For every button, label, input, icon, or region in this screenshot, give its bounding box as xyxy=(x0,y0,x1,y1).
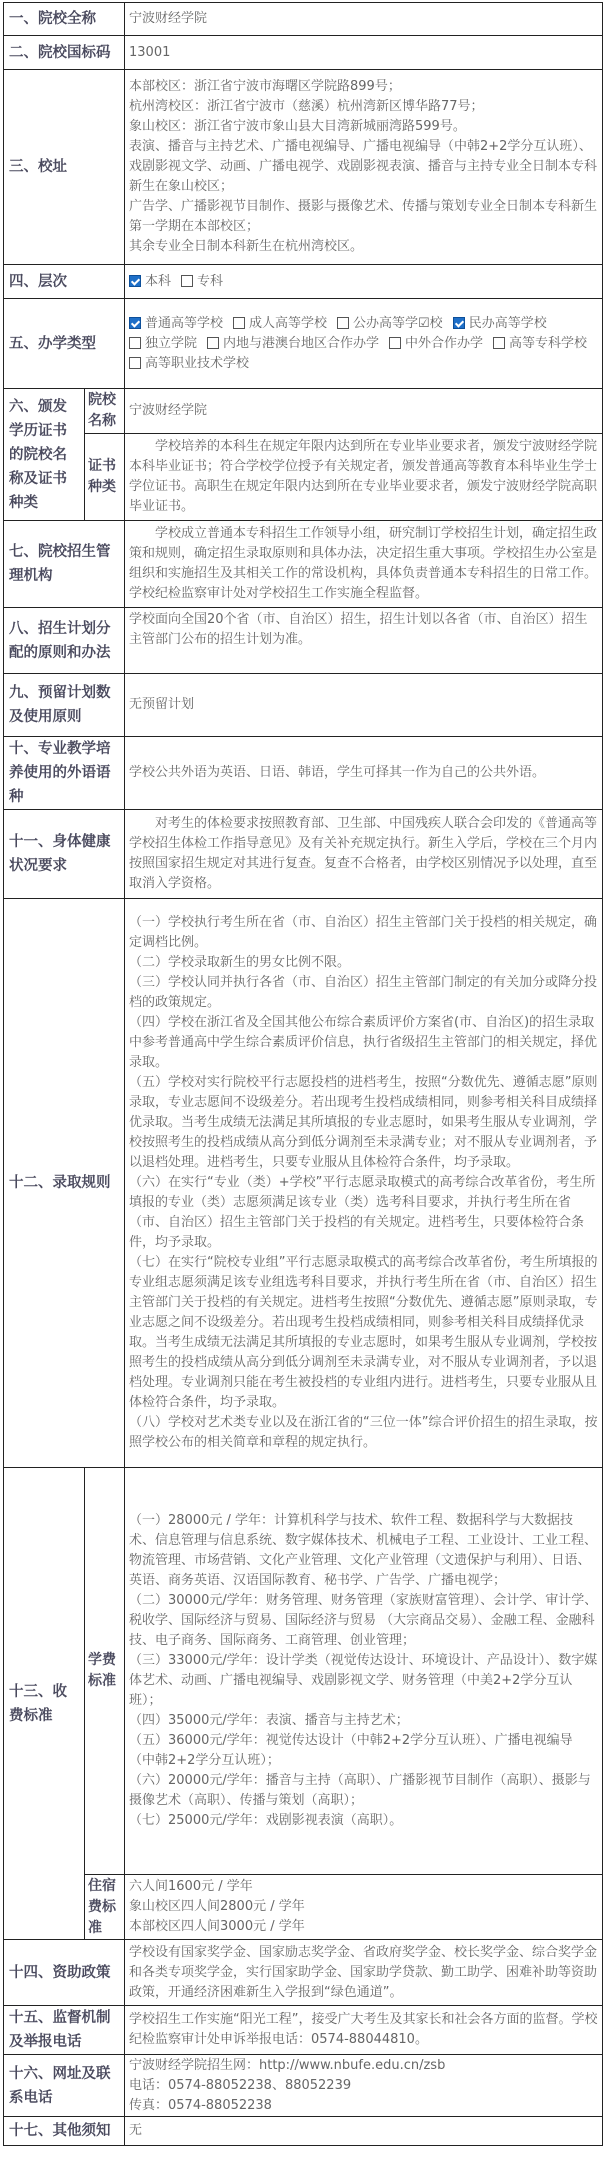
content-line: （一）28000元 / 学年：计算机科学与技术、软件工程、数据科学与大数据技术、信息管理与信息系统、数字媒体技术、机械电子工程、工业设计、工业工程、物流管理、市场营销、文化产业管理、文化产业管理（文遗保护与利用）、日语、英语、商务英语、汉语国际教育、秘书学、广告学、广播电视学； xyxy=(129,1513,598,1588)
row-content xyxy=(125,2055,603,2117)
content-line: 电话：0574-88052238、88052239 xyxy=(129,2077,352,2093)
row-label: 二、院校国标码 xyxy=(4,36,125,70)
table-row xyxy=(4,2117,603,2146)
row-label: 十一、身体健康状况要求 xyxy=(4,810,125,899)
row-content xyxy=(125,1940,603,2006)
content-line: （二）30000元/学年：财务管理、财务管理（家族财富管理）、会计学、审计学、税收学、国际经济与贸易、国际经济与贸易 （大宗商品交易）、金融工程、金融科技、电子商务、国际商务、工商管理、创业管理； xyxy=(129,1593,598,1648)
table-row xyxy=(4,674,603,737)
content-line: 无 xyxy=(129,2123,143,2138)
row-label: 七、院校招生管理机构 xyxy=(4,521,125,608)
option-label: 民办高等学校 xyxy=(468,315,547,331)
row-content xyxy=(125,810,603,899)
content-line: 表演、播音与主持艺术、广播电视编导、广播电视编导（中韩2+2学分互认班）、戏剧影视文学、动画、广播电视学、戏剧影视表演、播音与主持专业全日制本专科新生在象山校区； xyxy=(129,139,598,194)
row-content xyxy=(125,434,603,521)
table-row xyxy=(4,265,603,299)
row-content xyxy=(125,3,603,36)
row-label: 八、招生计划分配的原则和办法 xyxy=(4,608,125,674)
sub-label: 住宿费标准 xyxy=(85,1875,125,1940)
content-line: 对考生的体检要求按照教育部、卫生部、中国残疾人联合会印发的《普通高等学校招生体检工作指导意见》及有关补充规定执行。新生入学后，学校在三个月内按照国家招生规定对其进行复查。复查不合格者，由学校区别情况予以处理，直至取消入学资格。 xyxy=(129,816,598,891)
table-row xyxy=(4,434,603,521)
table-row xyxy=(4,389,603,434)
content-line: 13001 xyxy=(129,44,171,60)
content-line: 其余专业全日制本科新生在杭州湾校区。 xyxy=(129,239,364,254)
table-row xyxy=(4,36,603,70)
content-line: （三）学校认同并执行各省（市、自治区）招生主管部门制定的有关加分或降分投档的政策规定。 xyxy=(129,975,598,1010)
option-label: 普通高等学校 xyxy=(145,315,224,331)
content-line: 象山校区：浙江省宁波市象山县大目湾新城丽湾路599号。 xyxy=(129,119,466,134)
option-label: 内地与港澳台地区合作办学 xyxy=(223,335,380,351)
admissions-info-table xyxy=(3,2,603,2146)
option-unchecked[interactable] xyxy=(337,314,443,334)
content-line: （七）在实行“院校专业组”平行志愿录取模式的高考综合改革省份，考生所填报的专业组志愿须满足该专业组选考科目要求，并执行考生所在省（市、自治区）招生主管部门关于投档的有关规定。进档考生按照“分数优先、遵循志愿”原则录取，专业志愿之间不设级差分。若出现考生投档成绩相同，则参考相关科目成绩择优录取。当考生成绩无法满足其所填报的专业志愿时，如果考生服从专业调剂，学校按照考生的投档成绩从高分到低分调剂至未录满专业，对不服从专业调剂者，予以退档处理。专业调剂只能在考生被投档的专业组内进行。进档考生，只要专业服从且体检符合条件，均予录取。 xyxy=(129,1255,598,1410)
option-unchecked[interactable] xyxy=(129,354,249,374)
content-line: （六）20000元/学年：播音与主持（高职）、广播影视节目制作（高职）、摄影与摄像艺术（高职）、传播与策划（高职）； xyxy=(129,1773,591,1808)
checkbox-icon[interactable] xyxy=(129,317,141,329)
content-line: 学校公共外语为英语、日语、韩语，学生可择其一作为自己的公共外语。 xyxy=(129,765,546,780)
table-row xyxy=(4,70,603,265)
row-content xyxy=(125,521,603,608)
content-line: 杭州湾校区：浙江省宁波市（慈溪）杭州湾新区博华路77号； xyxy=(129,99,484,114)
row-content xyxy=(125,674,603,737)
content-line: （八）学校对艺术类专业以及在浙江省的“三位一体”综合评价招生的招生录取，按照学校公布的相关简章和章程的规定执行。 xyxy=(129,1415,598,1450)
content-line: 学校招生工作实施“阳光工程”，接受广大考生及其家长和社会各方面的监督。学校纪检监察审计处申诉举报电话：0574-88044810。 xyxy=(129,2012,598,2047)
row-label: 四、层次 xyxy=(4,265,125,299)
content-line: 学校成立普通本专科招生工作领导小组，研究制订学校招生计划，确定招生政策和规则，确定招生录取原则和具体办法，决定招生重大事项。学校招生办公室是组织和实施招生及其相关工作的常设机构，具体负责普通本专科招生的日常工作。学校纪检监察审计处对学校招生工作实施全程监督。 xyxy=(129,526,598,601)
option-label: 高等职业技术学校 xyxy=(145,355,250,371)
option-label: 独立学院 xyxy=(145,335,198,351)
checkbox-icon[interactable] xyxy=(129,275,141,287)
checkbox-icon[interactable] xyxy=(233,317,245,329)
option-label: 本科 xyxy=(145,273,172,289)
table-row xyxy=(4,1940,603,2006)
content-line: 本部校区：浙江省宁波市海曙区学院路899号； xyxy=(129,79,401,94)
content-line: （六）在实行“专业（类）+学校”平行志愿录取模式的高考综合改革省份，考生所填报的专业（类）志愿须满足该专业（类）选考科目要求，并执行考生所在省（市、自治区）招生主管部门关于投档的有关规定。进档考生，只要体检符合条件，均予录取。 xyxy=(129,1175,596,1250)
option-unchecked[interactable] xyxy=(233,314,327,334)
row-content xyxy=(125,737,603,810)
table-row xyxy=(4,810,603,899)
row-label: 十五、监督机制及举报电话 xyxy=(4,2006,125,2055)
table-row xyxy=(4,521,603,608)
row-label: 三、校址 xyxy=(4,70,125,265)
table-row xyxy=(4,1468,603,1875)
table-row xyxy=(4,2006,603,2055)
option-label: 专科 xyxy=(197,273,224,289)
checkbox-icon[interactable] xyxy=(389,337,401,349)
row-label: 五、办学类型 xyxy=(4,299,125,389)
table-row xyxy=(4,2055,603,2117)
row-content xyxy=(125,299,603,389)
option-checked[interactable] xyxy=(453,314,547,334)
content-line: （五）36000元/学年：视觉传达设计（中韩2+2学分互认班）、广播电视编导（中韩2+2学分互认班）； xyxy=(129,1733,573,1768)
option-unchecked[interactable] xyxy=(181,272,223,292)
table-row xyxy=(4,299,603,389)
option-unchecked[interactable] xyxy=(493,334,587,354)
table-row xyxy=(4,899,603,1468)
option-unchecked[interactable] xyxy=(389,334,483,354)
content-line: 广告学、广播影视节目制作、摄影与摄像艺术、传播与策划专业全日制本专科新生第一学期在本部校区； xyxy=(129,199,598,234)
content-line: 学校面向全国20个省（市、自治区）招生，招生计划以各省（市、自治区）招生主管部门公布的招生计划为准。 xyxy=(129,612,588,647)
row-label: 十七、其他须知 xyxy=(4,2117,125,2146)
sub-label: 院校名称 xyxy=(85,389,125,434)
table-row xyxy=(4,1875,603,1940)
content-line: （四）35000元/学年：表演、播音与主持艺术； xyxy=(129,1713,409,1728)
content-line: 传真：0574-88052238 xyxy=(129,2097,272,2113)
row-content xyxy=(125,1468,603,1875)
content-line: （四）学校在浙江省及全国其他公布综合素质评价方案省(市、自治区)的招生录取中参考普通高中学生综合素质评价信息，执行省级招生主管部门的相关规定，择优录取。 xyxy=(129,1015,598,1070)
row-content xyxy=(125,1875,603,1940)
content-line: 六人间1600元 / 学年 xyxy=(129,1879,253,1894)
content-line: 宁波财经学院招生网：http://www.nbufe.edu.cn/zsb xyxy=(129,2057,446,2073)
option-label: 成人高等学校 xyxy=(249,315,328,331)
content-line: （一）学校执行考生所在省（市、自治区）招生主管部门关于投档的相关规定，确定调档比例。 xyxy=(129,915,598,950)
content-line: （七）25000元/学年：戏剧影视表演（高职）。 xyxy=(129,1813,403,1828)
option-label: 中外合作办学 xyxy=(405,335,484,351)
row-label: 十六、网址及联系电话 xyxy=(4,2055,125,2117)
option-checked[interactable] xyxy=(129,314,223,334)
row-content xyxy=(125,36,603,70)
sub-label: 学费标准 xyxy=(85,1468,125,1875)
row-content xyxy=(125,389,603,434)
content-line: 本部校区四人间3000元 / 学年 xyxy=(129,1919,305,1934)
table-row xyxy=(4,737,603,810)
option-unchecked[interactable] xyxy=(129,334,197,354)
content-line: （二）学校录取新生的男女比例不限。 xyxy=(129,955,351,970)
checkbox-icon[interactable] xyxy=(181,275,193,287)
checkbox-icon[interactable] xyxy=(453,317,465,329)
row-label: 十四、资助政策 xyxy=(4,1940,125,2006)
content-line: （五）学校对实行院校平行志愿投档的进档考生，按照“分数优先、遵循志愿”原则录取，专业志愿间不设级差分。若出现考生投档成绩相同，则参考相关科目成绩择优录取。当考生成绩无法满足其所填报的专业志愿时，如果考生服从专业调剂，学校按照考生的投档成绩从高分到低分调剂至未录满专业；对不服从专业调剂者，予以退档处理。进档考生，只要专业服从且体检符合条件，均予录取。 xyxy=(129,1075,598,1170)
option-label: 高等专科学校 xyxy=(509,335,588,351)
row-content xyxy=(125,265,603,299)
row-content xyxy=(125,899,603,1468)
row-label: 十、专业教学培养使用的外语语种 xyxy=(4,737,125,810)
table-row xyxy=(4,608,603,674)
row-label: 九、预留计划数及使用原则 xyxy=(4,674,125,737)
content-line: 宁波财经学院 xyxy=(129,403,208,418)
table-row xyxy=(4,3,603,36)
option-checked[interactable] xyxy=(129,272,171,292)
row-label: 十三、收费标准 xyxy=(4,1468,85,1940)
checkbox-icon[interactable] xyxy=(129,337,141,349)
content-line: 象山校区四人间2800元 / 学年 xyxy=(129,1899,305,1914)
row-content xyxy=(125,2117,603,2146)
row-content xyxy=(125,70,603,265)
content-line: 学校培养的本科生在规定年限内达到所在专业毕业要求者，颁发宁波财经学院本科毕业证书；符合学校学位授予有关规定者，颁发普通高等教育本科毕业生学士学位证书。高职生在规定年限内达到所在专业毕业要求者，颁发宁波财经学院高职毕业证书。 xyxy=(129,439,598,514)
checkbox-icon[interactable] xyxy=(337,317,349,329)
content-line: 学校设有国家奖学金、国家励志奖学金、省政府奖学金、校长奖学金、综合奖学金和各类专项奖学金，实行国家助学金、国家助学贷款、勤工助学、困难补助等资助政策，开通经济困难新生入学报到“绿色通道”。 xyxy=(129,1944,598,2000)
checkbox-icon[interactable] xyxy=(129,357,141,369)
option-label: 公办高等学☑校 xyxy=(353,315,443,331)
content-line: 宁波财经学院 xyxy=(129,11,208,26)
sub-label: 证书种类 xyxy=(85,434,125,521)
row-label: 十二、录取规则 xyxy=(4,899,125,1468)
content-line: 无预留计划 xyxy=(129,697,195,712)
checkbox-icon[interactable] xyxy=(207,337,219,349)
option-unchecked[interactable] xyxy=(207,334,379,354)
checkbox-icon[interactable] xyxy=(493,337,505,349)
row-content xyxy=(125,608,603,674)
row-label: 一、院校全称 xyxy=(4,3,125,36)
row-label: 六、颁发学历证书的院校名称及证书种类 xyxy=(4,389,85,521)
content-line: （三）33000元/学年：设计学类（视觉传达设计、环境设计、产品设计）、数字媒体艺术、动画、广播电视编导、戏剧影视文学、财务管理（中美2+2学分互认班）； xyxy=(129,1653,598,1708)
row-content xyxy=(125,2006,603,2055)
